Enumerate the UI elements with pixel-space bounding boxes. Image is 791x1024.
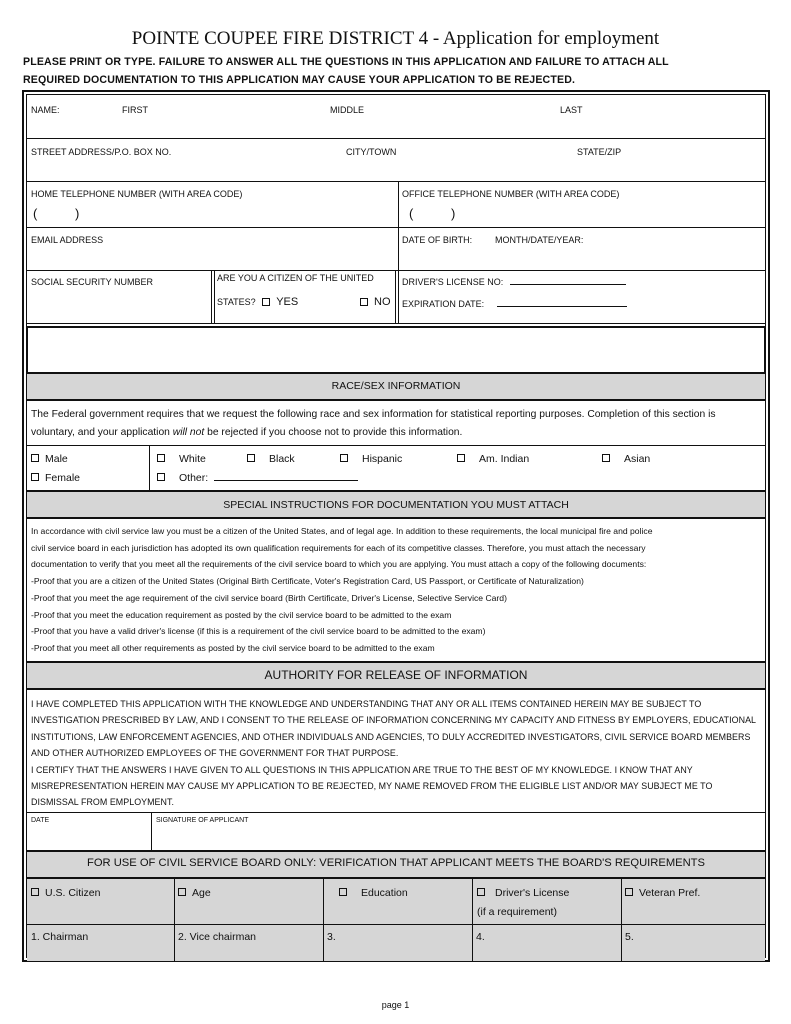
dl-expiration-label: EXPIRATION DATE: [402,299,485,309]
blank-entry-box[interactable] [26,326,766,374]
signer-5[interactable]: 5. [625,931,634,943]
first-name-field[interactable]: FIRST [122,105,148,115]
race-other-field[interactable] [214,480,358,481]
home-phone-field[interactable]: HOME TELEPHONE NUMBER (WITH AREA CODE) [31,189,243,199]
race-option-asian[interactable]: Asian [602,453,650,465]
authority-text: I HAVE COMPLETED THIS APPLICATION WITH THE KNOWLEDGE AND UNDERSTANDING THAT ANY OR ALL ITEMS CONTAINED HEREIN MAY BE SUBJECT TO INVESTIGATION PRESCRIBED BY LAW, AND I CONSENT TO THE RELEASE OF INFORMATION CONCERNING MY CAPACITY AND FITNESS BY EMPLOYERS, EDUCATIONAL INSTITUTIONS, LAW ENFORCEMENT AGENCIES, AND OTHER INDIVIDUALS AND AGENCIES, TO DULY ACCREDITED INVESTIGATORS, CIVIL SERVICE BOARD MEMBERS AND OTHER AUTHORIZED EMPLOYEES OF THE GOVERNMENT FOR THAT PURPOSE. I CERTIFY THAT THE ANSWERS I HAVE GIVEN TO ALL QUESTIONS IN THIS APPLICATION ARE TRUE TO THE BEST OF MY KNOWLEDGE. I KNOW THAT ANY MISREPRESENTATION HEREIN MAY CAUSE MY APPLICATION TO BE REJECTED, MY NAME REMOVED FROM THE ELIGIBLE LIST AND/OR MAY SUBJECT ME TO DISMISSAL FROM EMPLOYMENT. [31,699,756,808]
race-sex-notice: The Federal government requires that we request the following race and sex information for statistical reporting purposes. Completion of this section is voluntary, and your application will not be rejected if you choose not to provide this information. [31,409,716,438]
board-dl-note: (if a requirement) [477,906,557,918]
page-number: page 1 [381,1000,410,1010]
documentation-heading: SPECIAL INSTRUCTIONS FOR DOCUMENTATION YOU MUST ATTACH [223,499,569,511]
instructions-line-1: PLEASE PRINT OR TYPE. FAILURE TO ANSWER ALL THE QUESTIONS IN THIS APPLICATION AND FAILURE TO ATTACH ALL [23,56,669,68]
citizen-yes-label: YES [276,296,299,308]
board-check-drivers-license[interactable]: Driver's License [477,887,569,899]
race-option-am-indian[interactable]: Am. Indian [457,453,529,465]
office-phone-paren-open: ( [409,206,414,221]
signature-field[interactable]: SIGNATURE OF APPLICANT [156,817,249,824]
board-check-veteran[interactable]: Veteran Pref. [625,887,700,899]
city-field[interactable]: CITY/TOWN [346,147,397,157]
dob-field[interactable]: MONTH/DATE/YEAR: [495,235,584,245]
citizen-yes-checkbox[interactable] [262,298,270,306]
citizen-question: ARE YOU A CITIZEN OF THE UNITED [217,273,374,283]
form-title: POINTE COUPEE FIRE DISTRICT 4 - Application for employment [131,28,660,49]
home-phone-paren-open: ( [33,206,38,221]
board-heading: FOR USE OF CIVIL SERVICE BOARD ONLY: VERIFICATION THAT APPLICANT MEETS THE BOARD'S REQUIREMENTS [87,857,705,869]
citizen-question-end: STATES? [217,297,256,307]
dl-expiration-field[interactable] [497,306,627,307]
dob-label: DATE OF BIRTH: [402,235,473,245]
office-phone-paren-close: ) [451,206,456,221]
dl-number-label: DRIVER'S LICENSE NO: [402,277,504,287]
state-zip-field[interactable]: STATE/ZIP [577,147,622,157]
dl-number-field[interactable] [510,284,626,285]
middle-name-field[interactable]: MIDDLE [330,105,365,115]
citizen-no-checkbox[interactable] [360,298,368,306]
race-option-other[interactable]: Other: [157,472,358,484]
board-check-education[interactable]: Education [339,887,408,899]
race-sex-heading: RACE/SEX INFORMATION [331,380,461,392]
sex-option-female[interactable]: Female [31,472,80,484]
race-option-hispanic[interactable]: Hispanic [340,453,402,465]
instructions-line-2: REQUIRED DOCUMENTATION TO THIS APPLICATION MAY CAUSE YOUR APPLICATION TO BE REJECTED. [23,74,576,86]
date-field[interactable]: DATE [31,817,50,824]
name-label: NAME: [31,105,60,115]
signer-chairman[interactable]: 1. Chairman [31,931,89,943]
street-address-field[interactable]: STREET ADDRESS/P.O. BOX NO. [31,147,172,157]
board-check-age[interactable]: Age [178,887,211,899]
race-option-white[interactable]: White [157,453,206,465]
office-phone-field[interactable]: OFFICE TELEPHONE NUMBER (WITH AREA CODE) [402,189,620,199]
email-field[interactable]: EMAIL ADDRESS [31,235,104,245]
authority-heading: AUTHORITY FOR RELEASE OF INFORMATION [264,668,528,682]
application-form [22,90,770,962]
documentation-text: In accordance with civil service law you must be a citizen of the United States, and of legal age. In addition to these requirements, the local municipal fire and police civil service board in each jurisdiction has adopted its own qualification requirements for each of its competitive classes. Therefore, you must attach the necessary documentation to verify that you meet all the requirements of the civil service board to which you are applying. You must attach a copy of the following documents: -Proof that you are a citizen of the United States (Original Birth Certificate, Voter's Registration Card, US Passport, or Certificate of Naturalization) -Proof that you meet the age requirement of the civil service board (Birth Certificate, Driver's License, Selective Service Card) -Proof that you meet the education requirement as posted by the civil service board to be admitted to the exam -Proof that you have a valid driver's license (if this is a requirement of the civil service board to be admitted to the exam) -Proof that you meet all other requirements as posted by the civil service board to be admitted to the exam [31,526,653,653]
home-phone-paren-close: ) [75,206,80,221]
sex-option-male[interactable]: Male [31,453,68,465]
citizen-no-label: NO [374,296,391,308]
last-name-field[interactable]: LAST [560,105,583,115]
race-option-black[interactable]: Black [247,453,295,465]
ssn-field[interactable]: SOCIAL SECURITY NUMBER [31,277,154,287]
board-check-citizen[interactable]: U.S. Citizen [31,887,100,899]
signer-vice-chairman[interactable]: 2. Vice chairman [178,931,257,943]
signer-3[interactable]: 3. [327,931,336,943]
signer-4[interactable]: 4. [476,931,485,943]
